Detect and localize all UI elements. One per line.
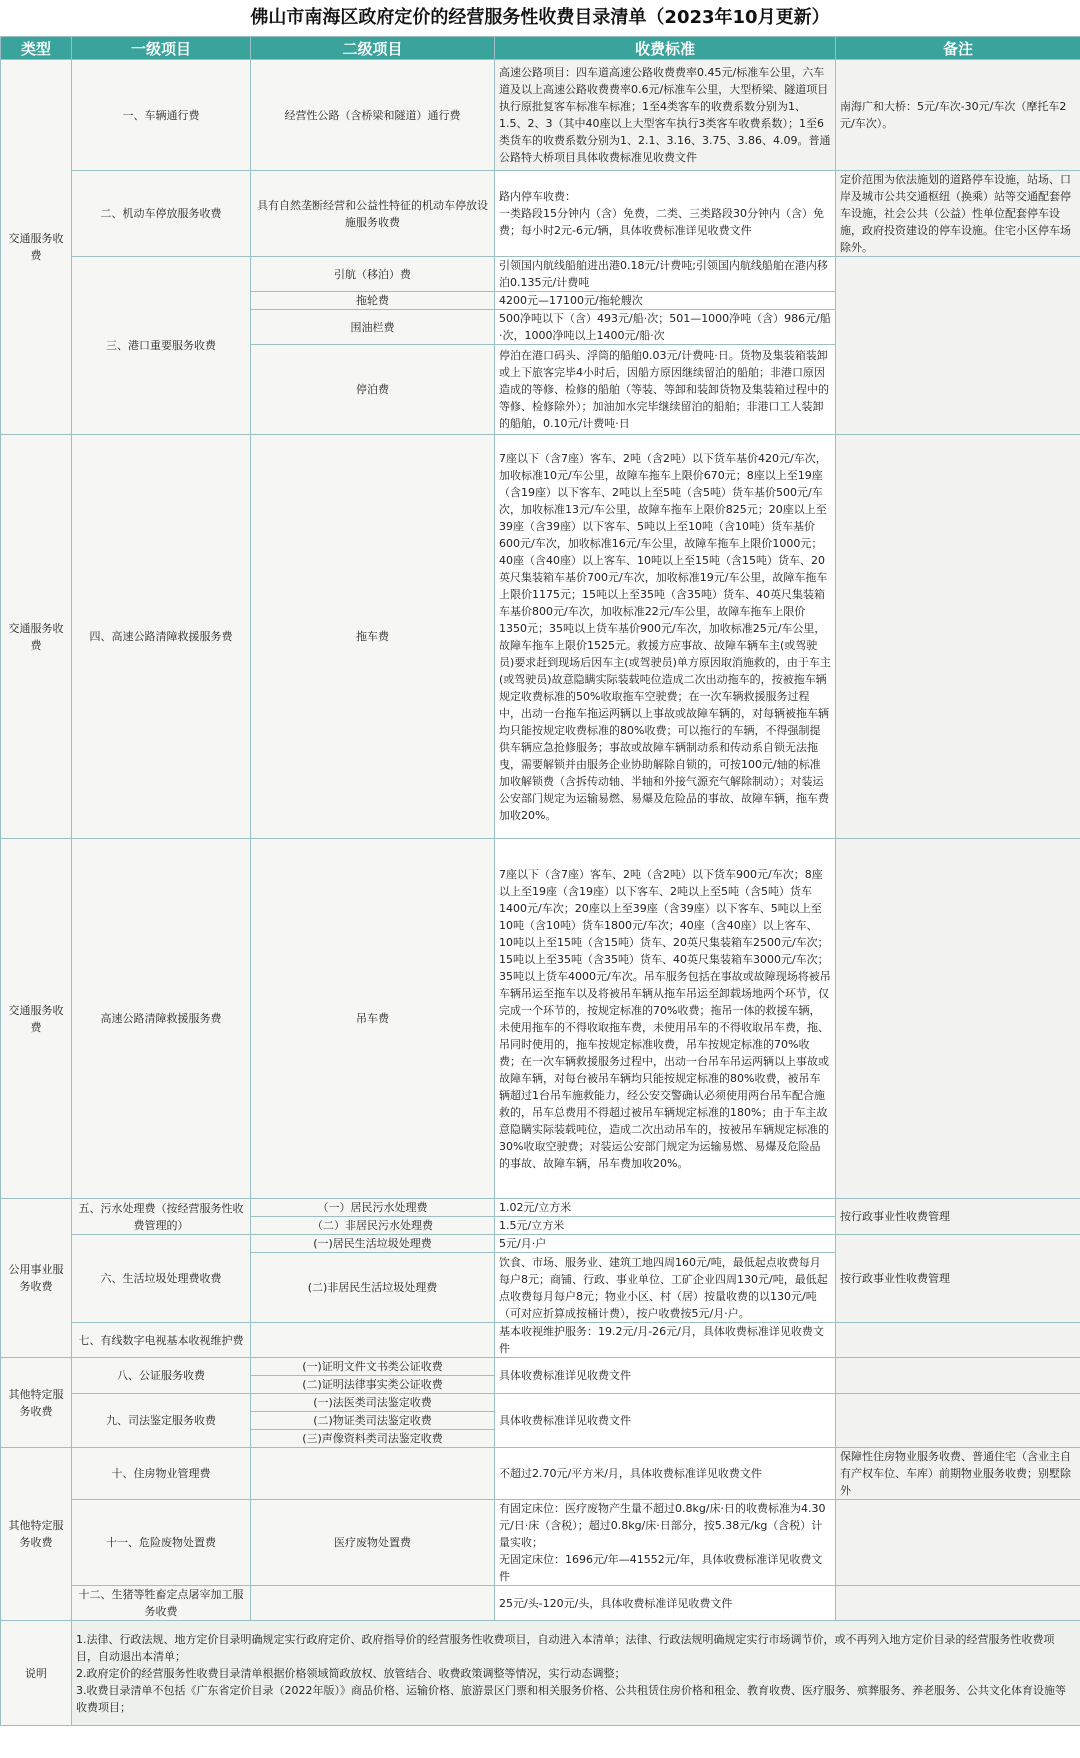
remark-cell [836, 839, 1080, 1199]
level1-cell: 九、司法鉴定服务收费 [72, 1394, 251, 1448]
standard-cell: 路内停车收费： 一类路段15分钟内（含）免费，二类、三类路段30分钟内（含）免费；每小时2元-6元/辆，具体收费标准详见收费文件 [495, 171, 836, 257]
remark-cell [836, 257, 1080, 435]
level1-cell: 高速公路清障救援服务费 [72, 839, 251, 1199]
standard-cell: 1.5元/立方米 [495, 1217, 836, 1235]
table-row [1, 839, 1080, 1199]
table-row [1, 1235, 1080, 1253]
table-row [1, 1586, 1080, 1621]
remark-cell: 保障性住房物业服务收费、普通住宅（含业主自有产权车位、车库）前期物业服务收费；别墅除外 [836, 1448, 1080, 1500]
remark-cell [836, 1358, 1080, 1394]
level1-cell: 十二、生猪等牲畜定点屠宰加工服务收费 [72, 1586, 251, 1621]
level1-cell: 十、住房物业管理费 [72, 1448, 251, 1500]
remark-cell [836, 1323, 1080, 1358]
standard-cell: 25元/头-120元/头，具体收费标准详见收费文件 [495, 1586, 836, 1621]
type-cell: 交通服务收费 [1, 435, 72, 839]
level2-cell [251, 1448, 495, 1500]
table-row [1, 1394, 1080, 1412]
type-cell: 其他特定服务收费 [1, 1358, 72, 1448]
level2-cell: (一)法医类司法鉴定收费 [251, 1394, 495, 1412]
table-row [1, 435, 1080, 839]
explanation-text: 1.法律、行政法规、地方定价目录明确规定实行政府定价、政府指导价的经营服务性收费项目，自动进入本清单；法律、行政法规明确规定实行市场调节价，或不再列入地方定价目录的经营服务性收费项目，自动退出本清单； 2.政府定价的经营服务性收费目录清单根据价格领域简政放权、放管结合、收费政策调整等情况，实行动态调整； 3.收费目录清单不包括《广东省定价目录（2022年版）》商品价格、运输价格、旅游景区门票和相关服务价格、公共租赁住房价格和租金、教育收费、医疗服务、殡葬服务、养老服务、公共文化体育设施等收费项目； [72, 1621, 1080, 1726]
remark-cell [836, 1394, 1080, 1448]
header-type: 类型 [1, 37, 72, 60]
standard-cell: 1.02元/立方米 [495, 1199, 836, 1217]
page-title: 佛山市南海区政府定价的经营服务性收费目录清单（2023年10月更新） [250, 7, 830, 28]
table-row [1, 1323, 1080, 1358]
standard-cell: 引领国内航线船舶进出港0.18元/计费吨;引领国内航线船舶在港内移泊0.135元/计费吨 [495, 257, 836, 292]
level1-cell: 二、机动车停放服务收费 [72, 171, 251, 257]
level2-cell: （一）居民污水处理费 [251, 1199, 495, 1217]
level2-cell: 经营性公路（含桥梁和隧道）通行费 [251, 60, 495, 171]
standard-cell: 不超过2.70元/平方米/月，具体收费标准详见收费文件 [495, 1448, 836, 1500]
level1-cell: 一、车辆通行费 [72, 60, 251, 171]
level2-cell [251, 1586, 495, 1621]
header-row [1, 37, 1080, 60]
remark-cell: 按行政事业性收费管理 [836, 1235, 1080, 1323]
table-row [1, 171, 1080, 257]
level2-cell: 引航（移泊）费 [251, 257, 495, 292]
level2-cell: (一)居民生活垃圾处理费 [251, 1235, 495, 1253]
type-cell: 其他特定服务收费 [1, 1448, 72, 1621]
header-level2: 二级项目 [251, 37, 495, 60]
table-row [1, 60, 1080, 171]
level2-cell: 医疗废物处置费 [251, 1500, 495, 1586]
standard-cell: 基本收视维护服务：19.2元/月-26元/月，具体收费标准详见收费文件 [495, 1323, 836, 1358]
level1-cell: 六、生活垃圾处理费收费 [72, 1235, 251, 1323]
level1-cell: 十一、危险废物处置费 [72, 1500, 251, 1586]
remark-cell: 按行政事业性收费管理 [836, 1199, 1080, 1235]
level2-cell: 具有自然垄断经营和公益性特征的机动车停放设施服务收费 [251, 171, 495, 257]
remark-cell [836, 435, 1080, 839]
standard-cell: 7座以下（含7座）客车、2吨（含2吨）以下货车900元/车次；8座以上至19座（含19座）以下客车、2吨以上至5吨（含5吨）货车1400元/车次；20座以上至39座（含39座）以下客车、5吨以上至10吨（含10吨）货车1800元/车次；40座（含40座）以上客车、10吨以上至15吨（含15吨）货车、20英尺集装箱车2500元/车次；15吨以上至35吨（含35吨）货车、40英尺集装箱车3000元/车次；35吨以上货车4000元/车次。吊车服务包括在事故或故障现场将被吊车辆吊运至拖车以及将被吊车辆从拖车吊运至卸载场地两个环节，仅完成一个环节的，按规定标准的70%收费；拖吊一体的救援车辆，未使用拖车的不得收取拖车费，未使用吊车的不得收取吊车费，拖、吊同时使用的，拖车按规定标准收费，吊车按规定标准的70%收费；在一次车辆救援服务过程中，出动一台吊车吊运两辆以上事故或故障车辆，对每台被吊车辆均只能按规定标准的80%收费，被吊车辆超过1台吊车施救能力，经公安交警确认必须使用两台吊车配合施救的，吊车总费用不得超过被吊车辆规定标准的180%；由于车主故意隐瞒实际装载吨位，造成二次出动吊车的，按被吊车辆规定标准的30%收取空驶费；对装运公安部门规定为运输易燃、易爆及危险品的事故、故障车辆，吊车费加收20%。 [495, 839, 836, 1199]
level2-cell: (二)非居民生活垃圾处理费 [251, 1253, 495, 1323]
table-row [1, 1358, 1080, 1376]
type-cell: 交通服务收费 [1, 60, 72, 435]
standard-cell: 有固定床位：医疗废物产生量不超过0.8kg/床·日的收费标准为4.30元/日·床（含税）；超过0.8kg/床·日部分，按5.38元/kg（含税）计量实收； 无固定床位：1696元/年—41552元/年，具体收费标准详见收费文件 [495, 1500, 836, 1586]
type-cell: 交通服务收费 [1, 839, 72, 1199]
level2-cell: 拖轮费 [251, 292, 495, 310]
table-row [1, 1199, 1080, 1217]
level2-cell: 停泊费 [251, 345, 495, 435]
level2-cell: （二）非居民污水处理费 [251, 1217, 495, 1235]
level2-cell [251, 1323, 495, 1358]
table-row [1, 1448, 1080, 1500]
header-level1: 一级项目 [72, 37, 251, 60]
level1-cell: 五、污水处理费（按经营服务性收费管理的） [72, 1199, 251, 1235]
level2-cell: (三)声像资料类司法鉴定收费 [251, 1430, 495, 1448]
remark-cell: 南海广和大桥：5元/车次-30元/车次（摩托车2元/车次）。 [836, 60, 1080, 171]
explanation-label: 说明 [1, 1621, 72, 1726]
level2-cell: 围油栏费 [251, 310, 495, 345]
standard-cell: 具体收费标准详见收费文件 [495, 1358, 836, 1394]
standard-cell: 停泊在港口码头、浮筒的船舶0.03元/计费吨·日。货物及集装箱装卸或上下旅客完毕4小时后，因船方原因继续留泊的船舶；非港口原因造成的等修、检修的船舶（等装、等卸和装卸货物及集装箱过程中的等修、检修除外）；加油加水完毕继续留泊的船舶；非港口工人装卸的船舶，0.10元/计费吨·日 [495, 345, 836, 435]
level2-cell: 拖车费 [251, 435, 495, 839]
standard-cell: 高速公路项目：四车道高速公路收费费率0.45元/标准车公里，六车道及以上高速公路收费费率0.6元/标准车公里，大型桥梁、隧道项目执行原批复客车标准车标准；1至4类客车的收费系数分别为1、1.5、2、3（其中40座以上大型客车执行3类客车收费系数）；1至6类货车的收费系数分别为1、2.1、3.16、3.75、3.86、4.09。普通公路特大桥项目具体收费标准见收费文件 [495, 60, 836, 171]
standard-cell: 500净吨以下（含）493元/船·次；501—1000净吨（含）986元/船·次，1000净吨以上1400元/船·次 [495, 310, 836, 345]
standard-cell: 5元/月·户 [495, 1235, 836, 1253]
level2-cell: (二)证明法律事实类公证收费 [251, 1376, 495, 1394]
level1-cell: 四、高速公路清障救援服务费 [72, 435, 251, 839]
level1-cell: 七、有线数字电视基本收视维护费 [72, 1323, 251, 1358]
table-row [1, 257, 1080, 292]
header-remark: 备注 [836, 37, 1080, 60]
standard-cell: 4200元—17100元/拖轮艘次 [495, 292, 836, 310]
level2-cell: (二)物证类司法鉴定收费 [251, 1412, 495, 1430]
level1-cell: 八、公证服务收费 [72, 1358, 251, 1394]
standard-cell: 7座以下（含7座）客车、2吨（含2吨）以下货车基价420元/车次，加收标准10元/车公里，故障车拖车上限价670元；8座以上至19座（含19座）以下客车、2吨以上至5吨（含5吨）货车基价500元/车次，加收标准13元/车公里，故障车拖车上限价825元；20座以上至39座（含39座）以下客车、5吨以上至10吨（含10吨）货车基价600元/车次，加收标准16元/车公里，故障车拖车上限价1000元；40座（含40座）以上客车、10吨以上至15吨（含15吨）货车、20英尺集装箱车基价700元/车次，加收标准19元/车公里，故障车拖车上限价1175元；15吨以上至35吨（含35吨）货车、40英尺集装箱车基价800元/车次，加收标准22元/车公里，故障车拖车上限价1350元；35吨以上货车基价900元/车次，加收标准25元/车公里，故障车拖车上限价1525元。救援方应事故、故障车辆车主(或驾驶员)要求赶到现场后因车主(或驾驶员)单方原因取消施救的，由于车主(或驾驶员)故意隐瞒实际装载吨位造成二次出动拖车的，按被拖车辆规定收费标准的50%收取拖车空驶费；在一次车辆救援服务过程中，出动一台拖车拖运两辆以上事故或故障车辆的，对每辆被拖车辆均只能按规定收费标准的80%收费；可以拖行的车辆，不得强制提供车辆应急抢修服务；事故或故障车辆制动系和传动系自锁无法拖曳，需要解锁并由服务企业协助解除自锁的，可按100元/轴的标准加收解锁费（含拆传动轴、半轴和外接气源充气解除制动）；对装运公安部门规定为运输易燃、易爆及危险品的事故、故障车辆，拖车费加收20%。 [495, 435, 836, 839]
level1-cell: 三、港口重要服务收费 [72, 257, 251, 435]
fee-table [0, 36, 1080, 1726]
remark-cell [836, 1500, 1080, 1586]
explanation-row [1, 1621, 1080, 1726]
remark-cell: 定价范围为依法施划的道路停车设施，站场、口岸及城市公共交通枢纽（换乘）站等交通配套停车设施，社会公共（公益）性单位配套停车设施，政府投资建设的停车设施。住宅小区停车场除外。 [836, 171, 1080, 257]
header-standard: 收费标准 [495, 37, 836, 60]
table-row [1, 1500, 1080, 1586]
standard-cell: 具体收费标准详见收费文件 [495, 1394, 836, 1448]
level2-cell: (一)证明文件文书类公证收费 [251, 1358, 495, 1376]
remark-cell [836, 1586, 1080, 1621]
type-cell: 公用事业服务收费 [1, 1199, 72, 1358]
level2-cell: 吊车费 [251, 839, 495, 1199]
standard-cell: 饮食、市场、服务业、建筑工地四周160元/吨，最低起点收费每月每户8元；商铺、行政、事业单位、工矿企业四周130元/吨，最低起点收费每月每户8元；物业小区、村（居）按量收费的以130元/吨（可对应折算成按桶计费），按户收费按5元/月·户。 [495, 1253, 836, 1323]
